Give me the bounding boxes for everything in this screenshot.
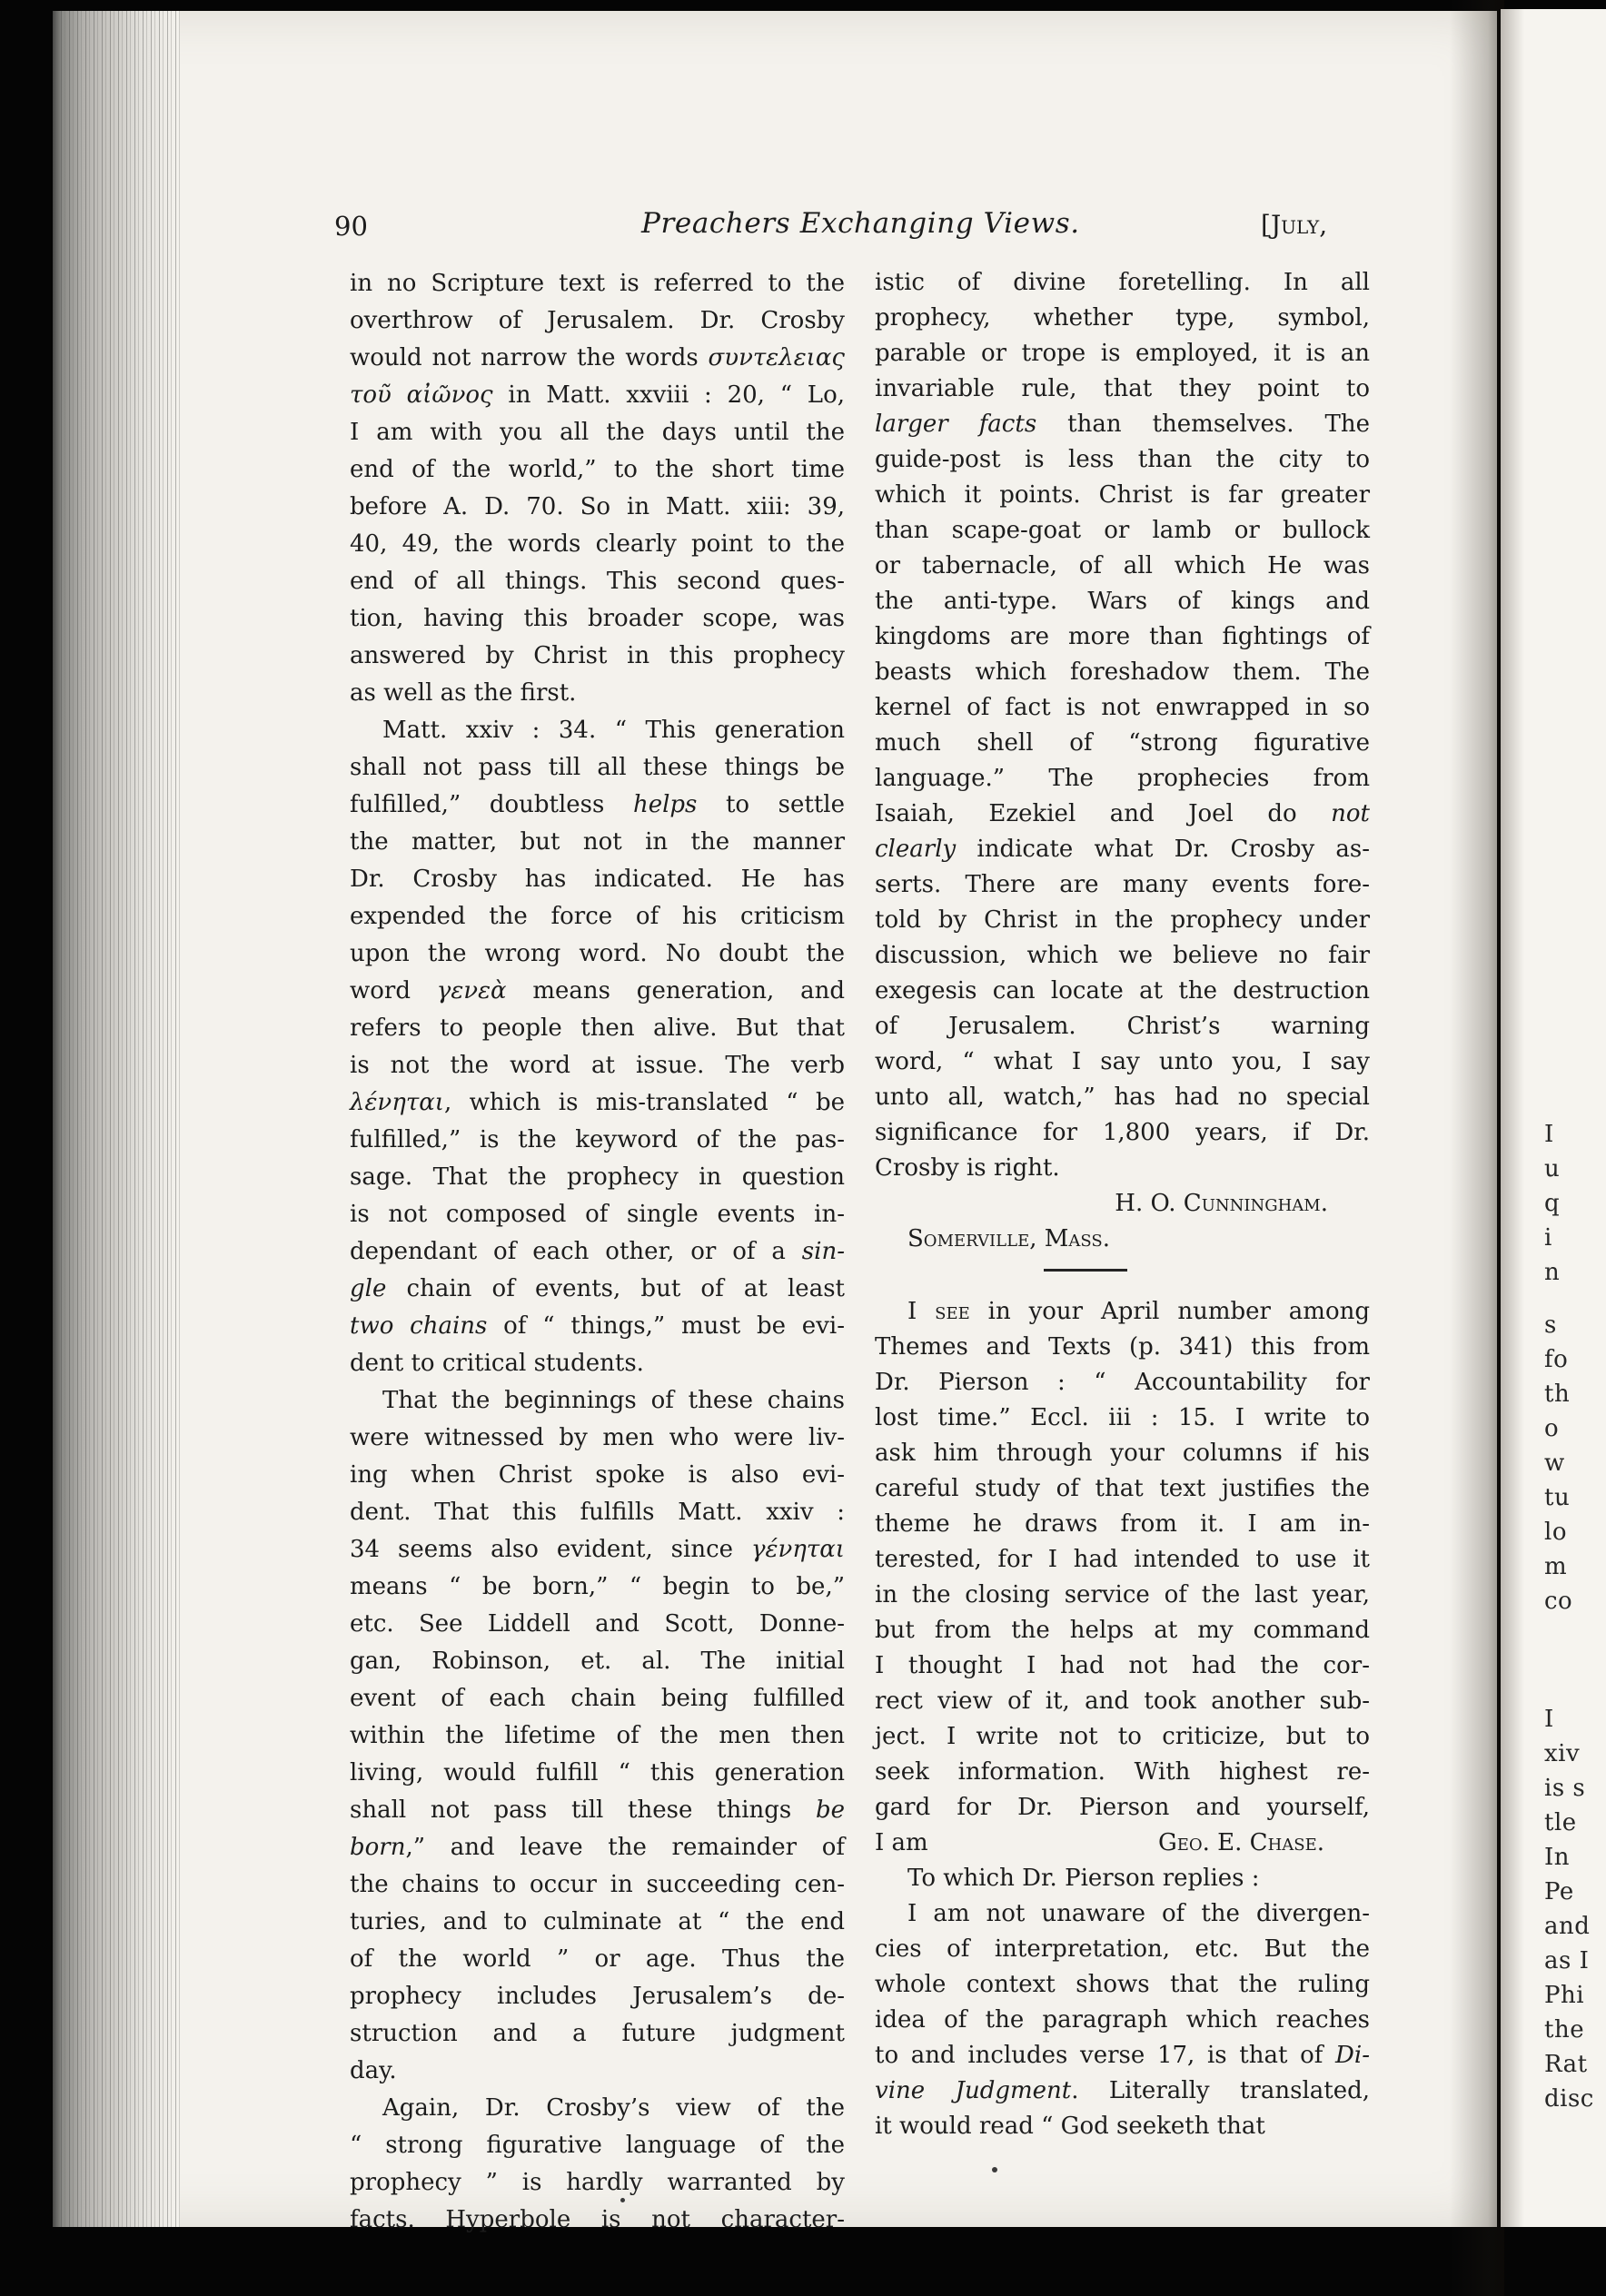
text-line: prophecy, whether type, symbol, [875,304,1370,332]
text-line: seek information. With highest re- [875,1758,1370,1786]
adjacent-page [1501,9,1606,2227]
text-line: 40, 49, the words clearly point to the [350,530,845,558]
text-line: word, “ what I say unto you, I say [875,1048,1370,1075]
text-line: gard for Dr. Pierson and yourself, [875,1794,1370,1821]
text-line: λένηται, which is mis-translated “ be [350,1089,845,1116]
text-line: gan, Robinson, et. al. The initial [350,1648,845,1675]
text-line: idea of the paragraph which reaches [875,2006,1370,2034]
text-line: facts. Hyperbole is not character- [350,2206,845,2233]
text-line: of Jerusalem. Christ’s warning [875,1013,1370,1040]
text-line: Again, Dr. Crosby’s view of the [382,2094,845,2122]
text-line: discussion, which we believe no fair [875,942,1370,969]
text-line: larger facts than themselves. The [875,411,1370,438]
text-line: prophecy includes Jerusalem’s de- [350,1983,845,2010]
text-line: dent to critical students. [350,1350,644,1377]
text-line: guide-post is less than the city to [875,446,1370,473]
text-line: refers to people then alive. But that [350,1014,845,1042]
text-line: cies of interpretation, etc. But the [875,1935,1370,1963]
text-line: the chains to occur in succeeding cen- [350,1871,845,1898]
gutter-shadow [1450,0,1504,2296]
text-line: fulfilled,” is the keyword of the pas- [350,1126,845,1153]
text-line: day. [350,2057,397,2084]
text-line: word γενεὰ means generation, and [350,977,845,1004]
text-line: Somerville, Mass. [907,1225,1110,1252]
edge-text-fragments: I u q i n [1544,1121,1561,1286]
text-line: gle chain of events, but of at least [350,1275,845,1302]
page-number: 90 [334,211,368,242]
text-line: end of all things. This second ques- [350,568,845,595]
text-line: struction and a future judgment [350,2020,845,2047]
edge-text-fragments: s fo th o w tu lo m co [1544,1311,1573,1615]
text-line: terested, for I had intended to use it [875,1546,1370,1573]
text-line: before A. D. 70. So in Matt. xiii: 39, [350,493,845,520]
text-line: 34 seems also evident, since γένηται [350,1536,845,1563]
text-line: That the beginnings of these chains [382,1387,845,1414]
text-line: shall not pass till all these things be [350,754,845,781]
text-line: the matter, but not in the manner [350,828,845,856]
text-line: born,” and leave the remainder of [350,1834,845,1861]
text-line: upon the wrong word. No doubt the [350,940,845,967]
text-line: Matt. xxiv : 34. “ This generation [382,717,845,744]
text-line: Isaiah, Ezekiel and Joel do not [875,800,1370,827]
text-line: significance for 1,800 years, if Dr. [875,1119,1370,1146]
text-line: in the closing service of the last year, [875,1581,1370,1608]
text-line: To which Dr. Pierson replies : [907,1865,1260,1892]
text-line: told by Christ in the prophecy under [875,906,1370,934]
text-line: answered by Christ in this prophecy [350,642,845,669]
text-line: kernel of fact is not enwrapped in so [875,694,1370,721]
section-divider-rule [875,1269,1370,1294]
book-page [53,11,1497,2233]
text-line: invariable rule, that they point to [875,375,1370,402]
text-line: overthrow of Jerusalem. Dr. Crosby [350,307,845,334]
text-line: than scape-goat or lamb or bullock [875,517,1370,544]
text-line: ask him through your columns if his [875,1440,1370,1467]
text-line: ject. I write not to criticize, but to [875,1723,1370,1750]
text-line: to and includes verse 17, is that of Di- [875,2042,1370,2069]
text-line: which it points. Christ is far greater [875,481,1370,509]
text-line: would not narrow the words συντελειας [350,344,845,371]
text-line: Dr. Crosby has indicated. He has [350,866,845,893]
text-line: ing when Christ spoke is also evi- [350,1461,845,1489]
text-line: istic of divine foretelling. In all [875,269,1370,296]
text-line: Themes and Texts (p. 341) this from [875,1333,1370,1361]
text-line: tion, having this broader scope, was [350,605,845,632]
issue-date: [July, [1261,210,1328,240]
text-line: means “ be born,” “ begin to be,” [350,1573,845,1600]
right-column [875,265,1370,2144]
text-line: whole context shows that the ruling [875,1971,1370,1998]
text-line: H. O. Cunningham. [1115,1190,1328,1217]
text-line: of the world ” or age. Thus the [350,1945,845,1973]
text-line: fulfilled,” doubtless helps to settle [350,791,845,818]
text-line: careful study of that text justifies the [875,1475,1370,1502]
text-line: unto all, watch,” has had no special [875,1084,1370,1111]
page-edge-stack [53,11,180,2227]
text-line: sage. That the prophecy in question [350,1163,845,1191]
text-line: etc. See Liddell and Scott, Donne- [350,1610,845,1638]
text-line: prophecy ” is hardly warranted by [350,2169,845,2196]
edge-text-fragments: I xiv is s tle In Pe and as I Phi the Rat disc [1544,1706,1594,2113]
text-line: I am not unaware of the divergen- [907,1900,1370,1927]
text-line: I am Geo. E. Chase. [875,1829,1324,1856]
text-line: τοῦ αἰῶνος in Matt. xxviii : 20, “ Lo, [350,381,845,409]
text-line: as well as the first. [350,679,577,707]
text-line: serts. There are many events fore- [875,871,1370,898]
text-line: dependant of each other, or of a sin- [350,1238,845,1265]
text-line: I thought I had not had the cor- [875,1652,1370,1679]
left-column [350,265,845,2239]
text-line: the anti-type. Wars of kings and [875,588,1370,615]
text-line: “ strong figurative language of the [350,2132,845,2159]
text-line: Crosby is right. [875,1154,1060,1182]
text-line: kingdoms are more than fightings of [875,623,1370,650]
text-line: clearly indicate what Dr. Crosby as- [875,836,1370,863]
text-line: theme he draws from it. I am in- [875,1510,1370,1538]
text-line: language.” The prophecies from [875,765,1370,792]
text-line: expended the force of his criticism [350,903,845,930]
text-line: parable or trope is employed, it is an [875,340,1370,367]
text-line: vine Judgment. Literally translated, [875,2077,1370,2104]
text-line: living, would fulfill “ this generation [350,1759,845,1786]
text-line: rect view of it, and took another sub- [875,1687,1370,1715]
text-line: it would read “ God seeketh that [875,2113,1265,2140]
text-line: two chains of “ things,” must be evi- [350,1312,845,1340]
text-line: in no Scripture text is referred to the [350,270,845,297]
text-line: dent. That this fulfills Matt. xxiv : [350,1499,845,1526]
text-line: or tabernacle, of all which He was [875,552,1370,579]
text-line: is not composed of single events in- [350,1201,845,1228]
text-line: I am with you all the days until the [350,419,845,446]
text-line: event of each chain being fulfilled [350,1685,845,1712]
running-title: Preachers Exchanging Views. [641,207,1080,240]
text-line: within the lifetime of the men then [350,1722,845,1749]
text-line: beasts which foreshadow them. The [875,658,1370,686]
ink-speck [992,2167,997,2172]
text-line: Dr. Pierson : “ Accountability for [875,1369,1370,1396]
text-line: I see in your April number among [907,1298,1370,1325]
text-line: is not the word at issue. The verb [350,1052,845,1079]
text-line: exegesis can locate at the destruction [875,977,1370,1004]
text-line: end of the world,” to the short time [350,456,845,483]
ink-speck [620,2198,625,2202]
text-line: but from the helps at my command [875,1617,1370,1644]
text-line: much shell of “strong figurative [875,729,1370,757]
text-line: lost time.” Eccl. iii : 15. I write to [875,1404,1370,1431]
text-line: turies, and to culminate at “ the end [350,1908,845,1935]
text-line: shall not pass till these things be [350,1796,845,1824]
text-line: were witnessed by men who were liv- [350,1424,845,1451]
